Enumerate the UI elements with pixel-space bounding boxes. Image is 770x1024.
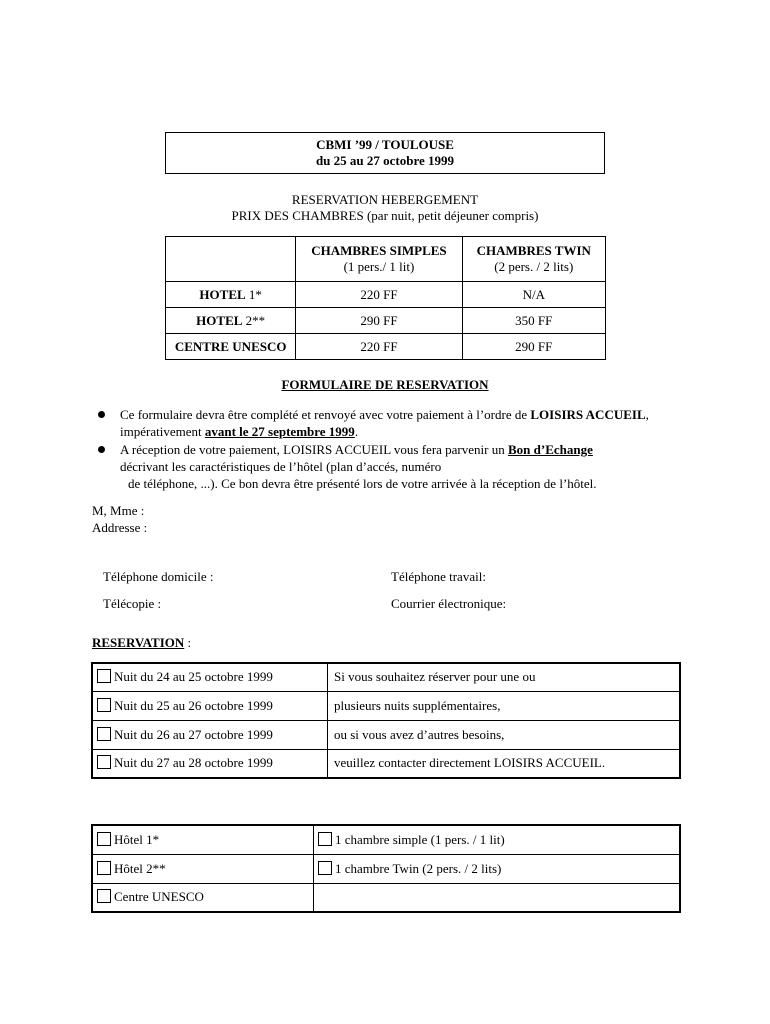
night-option[interactable]: Nuit du 24 au 25 octobre 1999 [92,663,328,691]
price-row-hotel: HOTEL 1* [166,282,296,308]
hotel-option[interactable]: Hôtel 1* [92,825,314,854]
bullet-voucher-text: A réception de votre paiement, LOISIRS ACCUEIL vous fera parvenir un Bon d’Echange décrivant les caractéristiques de l’hôtel (plan d’accés, numéro de téléphone, ...). Ce bon devra être présenté lors de votre arrivée à la réception de l’hôtel. [120,442,597,491]
price-header-simple [296,237,462,282]
hotel-option[interactable]: Hôtel 2** [92,854,314,883]
price-row-twin: 290 FF [462,334,605,360]
checkbox-icon[interactable] [97,889,111,903]
bullet-voucher [98,441,678,492]
price-row [166,308,606,334]
pricing-subtitle [165,192,605,224]
simple-rooms-sub: (1 pers./ 1 lit) [343,259,415,274]
price-row-simple: 220 FF [296,282,462,308]
twin-rooms-sub: (2 pers. / 2 lits) [494,259,574,274]
room-option[interactable]: 1 chambre simple (1 pers. / 1 lit) [314,825,681,854]
night-note: Si vous souhaitez réserver pour une ou [328,663,681,691]
checkbox-icon[interactable] [97,669,111,683]
event-title: CBMI ’99 / TOULOUSE [316,137,454,152]
price-row-hotel: HOTEL 2** [166,308,296,334]
checkbox-icon[interactable] [97,861,111,875]
price-row-simple: 220 FF [296,334,462,360]
bullet-dot-icon [98,446,105,453]
price-row-hotel: CENTRE UNESCO [166,334,296,360]
checkbox-icon[interactable] [318,832,332,846]
subtitle-line-1: RESERVATION HEBERGEMENT [291,192,479,207]
night-row [92,663,680,691]
subtitle-line-2: PRIX DES CHAMBRES (par nuit, petit déjeuner compris) [231,208,539,223]
checkbox-icon[interactable] [97,727,111,741]
reservation-heading: RESERVATION : [92,635,192,650]
night-row [92,691,680,720]
checkbox-icon[interactable] [97,698,111,712]
price-table [165,236,606,360]
checkbox-icon[interactable] [318,861,332,875]
nights-table [91,662,681,779]
room-empty-cell [314,883,681,912]
event-dates: du 25 au 27 octobre 1999 [315,153,455,168]
address-label: Addresse : [92,520,148,535]
price-table-header [166,237,606,282]
night-row [92,749,680,778]
phone-home-label: Téléphone domicile : [103,569,214,584]
bullet-payment-text: Ce formulaire devra être complété et renvoyé avec votre paiement à l’ordre de LOISIRS ACCUEIL, impérativement avant le 27 septembre 1999. [120,407,649,439]
name-label: M, Mme : [92,503,145,518]
night-note: ou si vous avez d’autres besoins, [328,720,681,749]
twin-rooms-title: CHAMBRES TWIN [476,243,591,258]
price-row [166,282,606,308]
hotel-row [92,854,680,883]
event-header-box [165,132,605,174]
email-label: Courrier électronique: [391,596,507,611]
hotel-choice-table [91,824,681,913]
bullet-payment [98,406,678,440]
checkbox-icon[interactable] [97,755,111,769]
price-header-twin [462,237,605,282]
fax-label: Télécopie : [103,596,162,611]
hotel-row [92,883,680,912]
hotel-option[interactable]: Centre UNESCO [92,883,314,912]
bullet-dot-icon [98,411,105,418]
room-option[interactable]: 1 chambre Twin (2 pers. / 2 lits) [314,854,681,883]
hotel-row [92,825,680,854]
price-row [166,334,606,360]
night-note: plusieurs nuits supplémentaires, [328,691,681,720]
checkbox-icon[interactable] [97,832,111,846]
night-option[interactable]: Nuit du 26 au 27 octobre 1999 [92,720,328,749]
night-note: veuillez contacter directement LOISIRS ACCUEIL. [328,749,681,778]
night-row [92,720,680,749]
form-title: FORMULAIRE DE RESERVATION [281,377,489,392]
price-header-empty [166,237,296,282]
price-row-twin: N/A [462,282,605,308]
price-row-twin: 350 FF [462,308,605,334]
night-option[interactable]: Nuit du 27 au 28 octobre 1999 [92,749,328,778]
phone-work-label: Téléphone travail: [391,569,486,584]
night-option[interactable]: Nuit du 25 au 26 octobre 1999 [92,691,328,720]
price-row-simple: 290 FF [296,308,462,334]
simple-rooms-title: CHAMBRES SIMPLES [311,243,447,258]
